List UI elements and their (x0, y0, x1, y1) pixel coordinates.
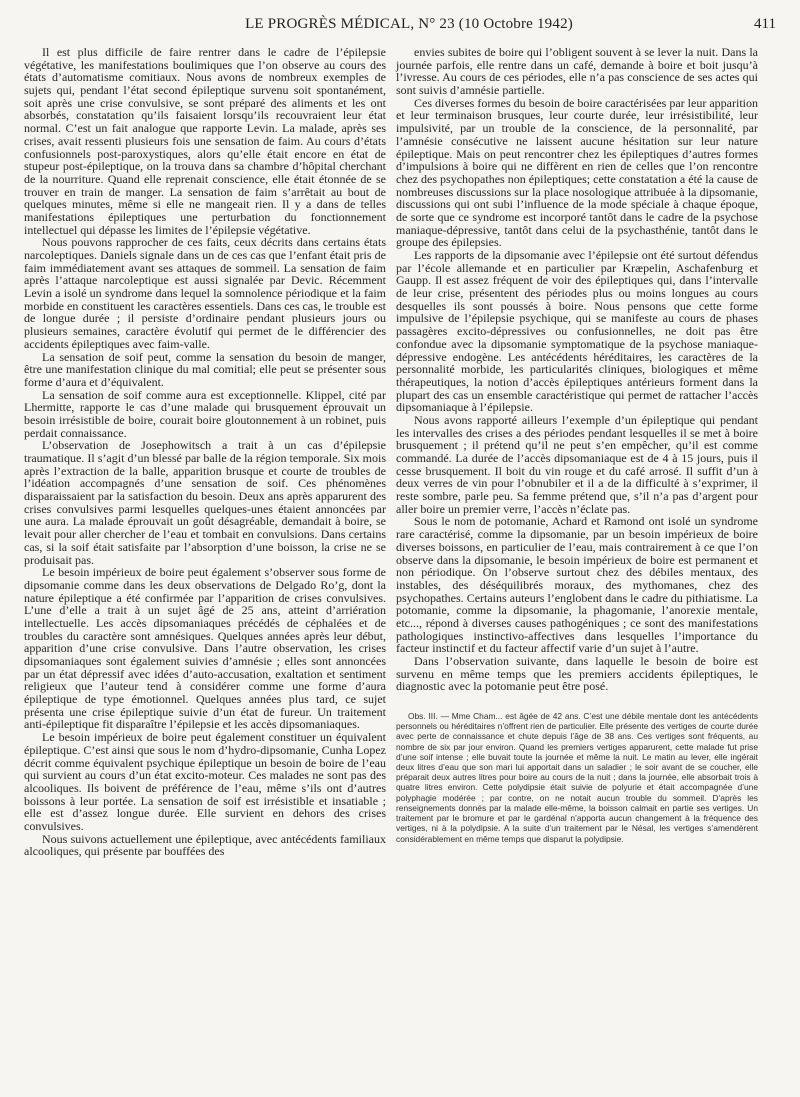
journal-title: LE PROGRÈS MÉDICAL, N° 23 (10 Octobre 1942) (245, 16, 573, 32)
paragraph: Le besoin impérieux de boire peut également s’observer sous forme de dipsomanie comme dans les deux observations de Delgado Rо’g, dont la nature épileptique a été confirmée par l’apparition de crises convulsives. L’une d’elle a trait à un sujet âgé de 25 ans, atteint d’arriération intellectuelle. Les accès dipsomaniaques précédés de céphalées et de troubles du caractère sont amnésiques. Quelques années après leur début, apparition d’une crise convulsive. Dans l’autre observation, les crises dipsomaniaques sont également suivies d’amnésie ; elles sont annoncées par un état dépressif avec idées d’auto-accusation, exaltation et sentiment religieux que l’auteur tend à considérer comme une forme d’aura épileptique de type émotionnel. Quelques années plus tard, ce sujet présenta une crise épileptique suivie d’un état de fureur. Un traitement anti-épileptique fit disparaître l’épilepsie et les accès dipsomaniaques. (24, 565, 386, 732)
page-number: 411 (754, 16, 776, 32)
case-observation (396, 711, 758, 844)
paragraph: L’observation de Josephowitsch a trait à un cas d’épilepsie traumatique. Il s’agit d’un blessé par balle de la région temporale. Six mois après l’extraction de la balle, apparition brusque et courte de troubles de l’idéation accompagnés d’une sensation de soif. Ces phénomènes disparaissaient par la satisfaction du besoin. Deux ans après apparurent des crises convulsives parmi lesquelles quelques-unes étaient annoncées par une aura. La malade éprouvait un goût désagréable, demandait à boire, se levait pour aller chercher de l’eau et tombait en convulsions. Dans certains cas, si la soif était satisfaite par l’absorption d’une boisson, la crise ne se produisait pas. (24, 438, 386, 567)
observation-text: Obs. III. — Mme Cham... est âgée de 42 ans. C’est une débile mentale dont les antécédents personnels ou héréditaires n’offrent rien de particulier. Elle présente des vertiges de courte durée avec perte de connaissance et chute depuis l’âge de 38 ans. Ces vertiges sont fréquents, au nombre de six par jour environ. Quand les premiers vertiges apparurent, cette malade fut prise d’une soif intense ; elle buvait toute la journée et même la nuit. Le matin au lever, elle ingérait deux litres d’eau que son mari lui apportait dans un saladier ; le soir avant de se coucher, elle préparait deux autres litres pour boire au cours de la nuit ; dans la journée, elle absorbait trois à quatre litres environ. Cette polydipsie était suivie de polyurie et était accompagnée d’une polyphagie modérée ; par contre, on ne notait aucun trouble du sommeil. D’après les renseignements donnés par la malade elle-même, la boisson calmait en partie ses vertiges. Un traitement par le bromure et par le gardénal n’apporta aucun changement à la fréquence des vertiges, ni à la polydipsie. A la suite d’un traitement par le Nésal, les vertiges s’amendèrent considérablement en même temps que disparut la polydipsie. (396, 711, 758, 844)
right-column (396, 46, 758, 844)
paragraph: Sous le nom de potomanie, Achard et Ramond ont isolé un syndrome rare caractérisé, comme la dipsomanie, par un besoin impérieux de boire diverses boissons, en particulier de l’eau, mais contrairement à ce que l’on observe dans la dipsomanie, le besoin impérieux de boire est permanent et non périodique. On l’observe surtout chez des débiles mentaux, des instables, des déséquilibrés moraux, des mythomanes, chez des psychopathes. Certains auteurs l’englobent dans le cadre du pithiatisme. La potomanie, comme la dipsomanie, la phagomanie, l’anorexie mentale, etc..., répond à diverses causes pathogéniques ; ce sont des manifestations pathologiques instinctivo-affectives dans lesquelles l’importance du facteur instinctif et du facteur affectif varie d’un sujet à l’autre. (396, 514, 758, 656)
paragraph: La sensation de soif comme aura est exceptionnelle. Klippel, cité par Lhermitte, rapporte le cas d’une malade qui brusquement éprouvait un besoin irrésistible de boire, courait boire gloutonnement à un robinet, puis perdait connaissance. (24, 387, 386, 440)
paragraph: Les rapports de la dipsomanie avec l’épilepsie ont été surtout défendus par l’école allemande et en particulier par Kræpelin, Aschafenburg et Gaupp. Il est assez fréquent de voir des épileptiques qui, dans l’intervalle de leur crise, présentent des périodes plus ou moins longues au cours desquelles ils sont poussés à boire. Nous pensons que cette forme impulsive de l’épilepsie psychique, qui se manifeste au cours de phases passagères excito-dépressives ou confusionnelles, ne doit pas être confondue avec la dipsomanie symptomatique de la psychose maniaque-dépressive endogène. Les antécédents héréditaires, les caractères de la personnalité morbide, les particularités cliniques, biologiques et même thérapeutiques, la notion d’accès épileptiques antérieurs forment dans la plupart des cas un ensemble caractéristique qui permet de rattacher l’accès dipsomaniaque à l’épilepsie. (396, 248, 758, 415)
paragraph: La sensation de soif peut, comme la sensation du besoin de manger, être une manifestation clinique du mal comitial; elle peut se présenter sous forme d’aura et d’équivalent. (24, 349, 386, 389)
paragraph: Nous suivons actuellement une épileptique, avec antécédents familiaux alcooliques, qui présente par bouffées des (24, 831, 386, 859)
paragraph: Nous pouvons rapprocher de ces faits, ceux décrits dans certains états narcoleptiques. Daniels signale dans un de ces cas que l’enfant était pris de faim immédiatement avant ses attaques de sommeil. La sensation de faim après l’attaque narcoleptique est aussi signalée par Devic. Récemment Levin a isolé un syndrome dans lequel la somnolence périodique et la faim morbide en constituent les caractères essentiels. Dans ces cas, le trouble est de longue durée ; il persiste d’ordinaire pendant plusieurs jours ou plusieurs semaines, caractère évolutif qui permet de le différencier des accidents épileptiques avec faim-valle. (24, 235, 386, 351)
paragraph: Il est plus difficile de faire rentrer dans le cadre de l’épilepsie végétative, les manifestations boulimiques que l’on observe au cours des états d’automatisme comitiaux. Nous avons de nombreux exemples de sujets qui, pendant l’état second épileptique survenu soit spontanément, soit après une crise convulsive, se sont préparé des aliments et les ont absorbés, constatation qu’ils faisaient lorsqu’ils recouvraient leur état normal. C’est un fait analogue que rapporte Levin. La malade, après ses crises, avait ressenti plusieurs fois une sensation de faim. Au cours d’états confusionnels post-paroxystiques, alors qu’elle était encore en état de stupeur post-épileptique, on la trouva dans sa chambre d’hôpital cherchant de la nourriture. Quand elle reprenait conscience, elle était étonnée de se trouver en train de manger. La sensation de faim s’arrêtait au bout de quelques minutes, même si elle ne mangeait rien. Il y a dans de telles manifestations épileptiques une perturbation du fonctionnement intellectuel qui dépasse les limites de l’épilepsie végétative. (24, 45, 386, 237)
paragraph: envies subites de boire qui l’obligent souvent à se lever la nuit. Dans la journée parfois, elle rentre dans un café, demande à boire et boit jusqu’à l’ivresse. Au cours de ces périodes, elle n’a pas conscience de ses actes qui sont suivis d’amnésie partielle. (396, 45, 758, 98)
paragraph: Ces diverses formes du besoin de boire caractérisées par leur apparition et leur terminaison brusques, leur courte durée, leur irrésistibilité, leur impulsivité, par un trouble de la conscience, de la personnalité, par l’amnésie consécutive ne laissent aucune hésitation sur leur nature épileptique. Mais on peut rencontrer chez les épileptiques d’autres formes d’impulsions à boire qui ne diffèrent en rien de celles que l’on rencontre chez des psychopathes non épileptiques; cette constatation a été la cause de nombreuses discussions sur la place nosologique attribuée à la dipsomanie, discussions qui ont subi l’influence de la mode spéciale à chaque époque, de sorte que ce syndrome est incorporé tantôt dans le cadre de la psychose maniaque-dépressive, tantôt dans celui de la psychasthénie, tantôt dans le groupe des épilepsies. (396, 95, 758, 250)
running-header (24, 16, 776, 33)
left-column (24, 46, 386, 858)
paragraph: Le besoin impérieux de boire peut également constituer un équivalent épileptique. C’est ainsi que sous le nom d’hydro-dipsomanie, Cunha Lopez décrit comme équivalent psychique épileptique un besoin de boire de l’eau qui survient au cours d’un état excito-moteur. Ces malades ne sont pas des alcooliques. Ils boivent de préférence de l’eau, même s’ils ont d’autres boissons à leur portée. La sensation de soif est irrésistible et insatiable ; elle est d’assez longue durée. Elle survient en dehors des crises convulsives. (24, 730, 386, 833)
paragraph: Nous avons rapporté ailleurs l’exemple d’un épileptique qui pendant les intervalles des crises a des périodes pendant lesquelles il se met à boire brusquement ; il prétend qu’il ne peut s’en empêcher, qu’il est comme commandé. La durée de l’accès dipsomaniaque est de 4 à 15 jours, puis il cesse brusquement. Il boit du vin rouge et du café arrosé. Il suffit d’un à deux verres de vin pour l’obnubiler et il a de la difficulté à s’exprimer, il reste sombre, parle peu. Sa femme prétend que, s’il n’a pas d’argent pour aller boire un premier verre, l’accès n’éclate pas. (396, 412, 758, 516)
paragraph: Dans l’observation suivante, dans laquelle le besoin de boire est survenu en même temps que les premiers accidents épileptiques, le diagnostic avec la potomanie peut être posé. (396, 654, 758, 694)
